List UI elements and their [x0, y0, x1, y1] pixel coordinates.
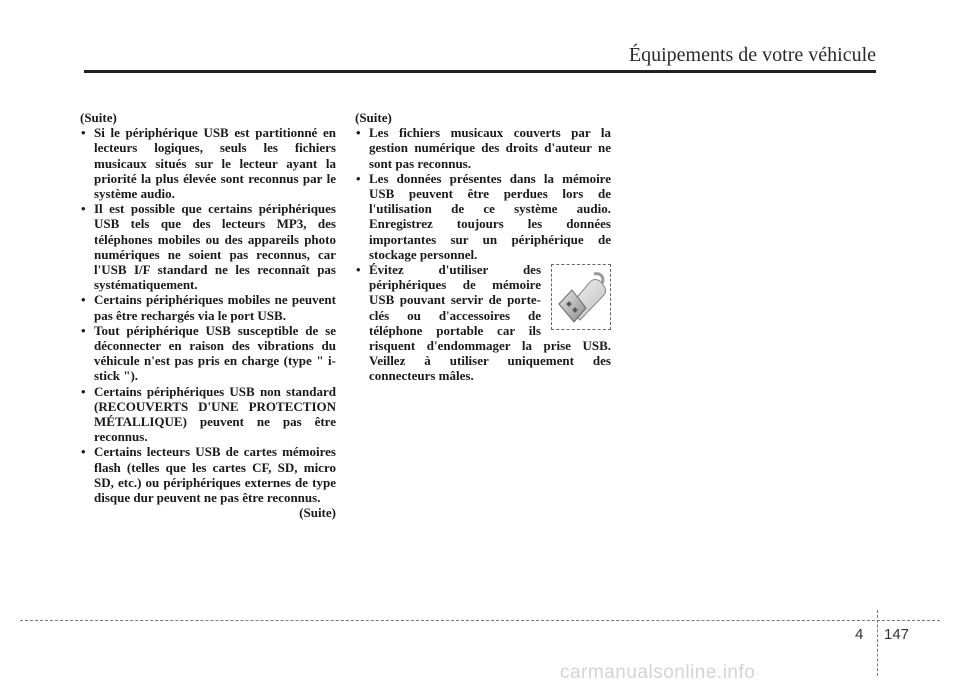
right-bullet-list [355, 125, 611, 383]
left-column [80, 110, 336, 520]
list-item: • Certains périphériques USB non standard (RECOUVERTS D'UNE PROTECTION MÉTALLIQUE) peuvent ne pas être reconnus. [80, 384, 336, 445]
list-item: • Certains périphériques mobiles ne peuvent pas être rechargés via le port USB. [80, 292, 336, 322]
left-bullet-list [80, 125, 336, 505]
page-divider [877, 610, 878, 676]
list-item: • Il est possible que certains périphériques USB tels que des lecteurs MP3, des téléphones mobiles ou des appareils photo numériques ne soient pas reconnus, car l'USB I/F standard ne les reconnaît pas systématiquement. [80, 201, 336, 292]
page-number: 147 [884, 626, 910, 643]
usb-key-icon [554, 268, 608, 326]
continued-label: (Suite) [80, 110, 117, 125]
footer-rule [20, 620, 940, 621]
header-rule [84, 70, 876, 73]
right-column [355, 110, 611, 384]
usb-key-figure [551, 264, 611, 330]
page-header-title: Équipements de votre véhicule [628, 44, 876, 66]
list-item-text: Évitez d'utiliser des périphériques de mémoire USB pouvant servir de porte-clés ou d'accessoires de téléphone portable car ils risquent d'endommager la prise USB. Veillez à utiliser uniquement des connecteurs mâles. [369, 262, 611, 384]
list-item: • Si le périphérique USB est partitionné en lecteurs logiques, seuls les fichiers musicaux situés sur le lecteur ayant la priorité la plus élevée sont reconnus par le système audio. [80, 125, 336, 201]
list-item [355, 262, 611, 384]
list-item: • Les données présentes dans la mémoire USB peuvent être perdues lors de l'utilisation de ce système audio. Enregistrez toujours les données importantes sur un périphérique de stockage personnel. [355, 171, 611, 262]
continued-label: (Suite) [299, 505, 336, 521]
list-item: • Tout périphérique USB susceptible de se déconnecter en raison des vibrations du véhicule n'est pas pris en charge (type " i-stick "). [80, 323, 336, 384]
chapter-number: 4 [855, 626, 864, 643]
list-item: • Certains lecteurs USB de cartes mémoires flash (telles que les cartes CF, SD, micro SD, etc.) ou périphériques externes de type disque dur peuvent ne pas être reconnus. [80, 444, 336, 505]
continued-label: (Suite) [355, 110, 392, 125]
watermark: carmanualsonline.info [560, 662, 756, 683]
list-item: • Les fichiers musicaux couverts par la gestion numérique des droits d'auteur ne sont pas reconnus. [355, 125, 611, 171]
